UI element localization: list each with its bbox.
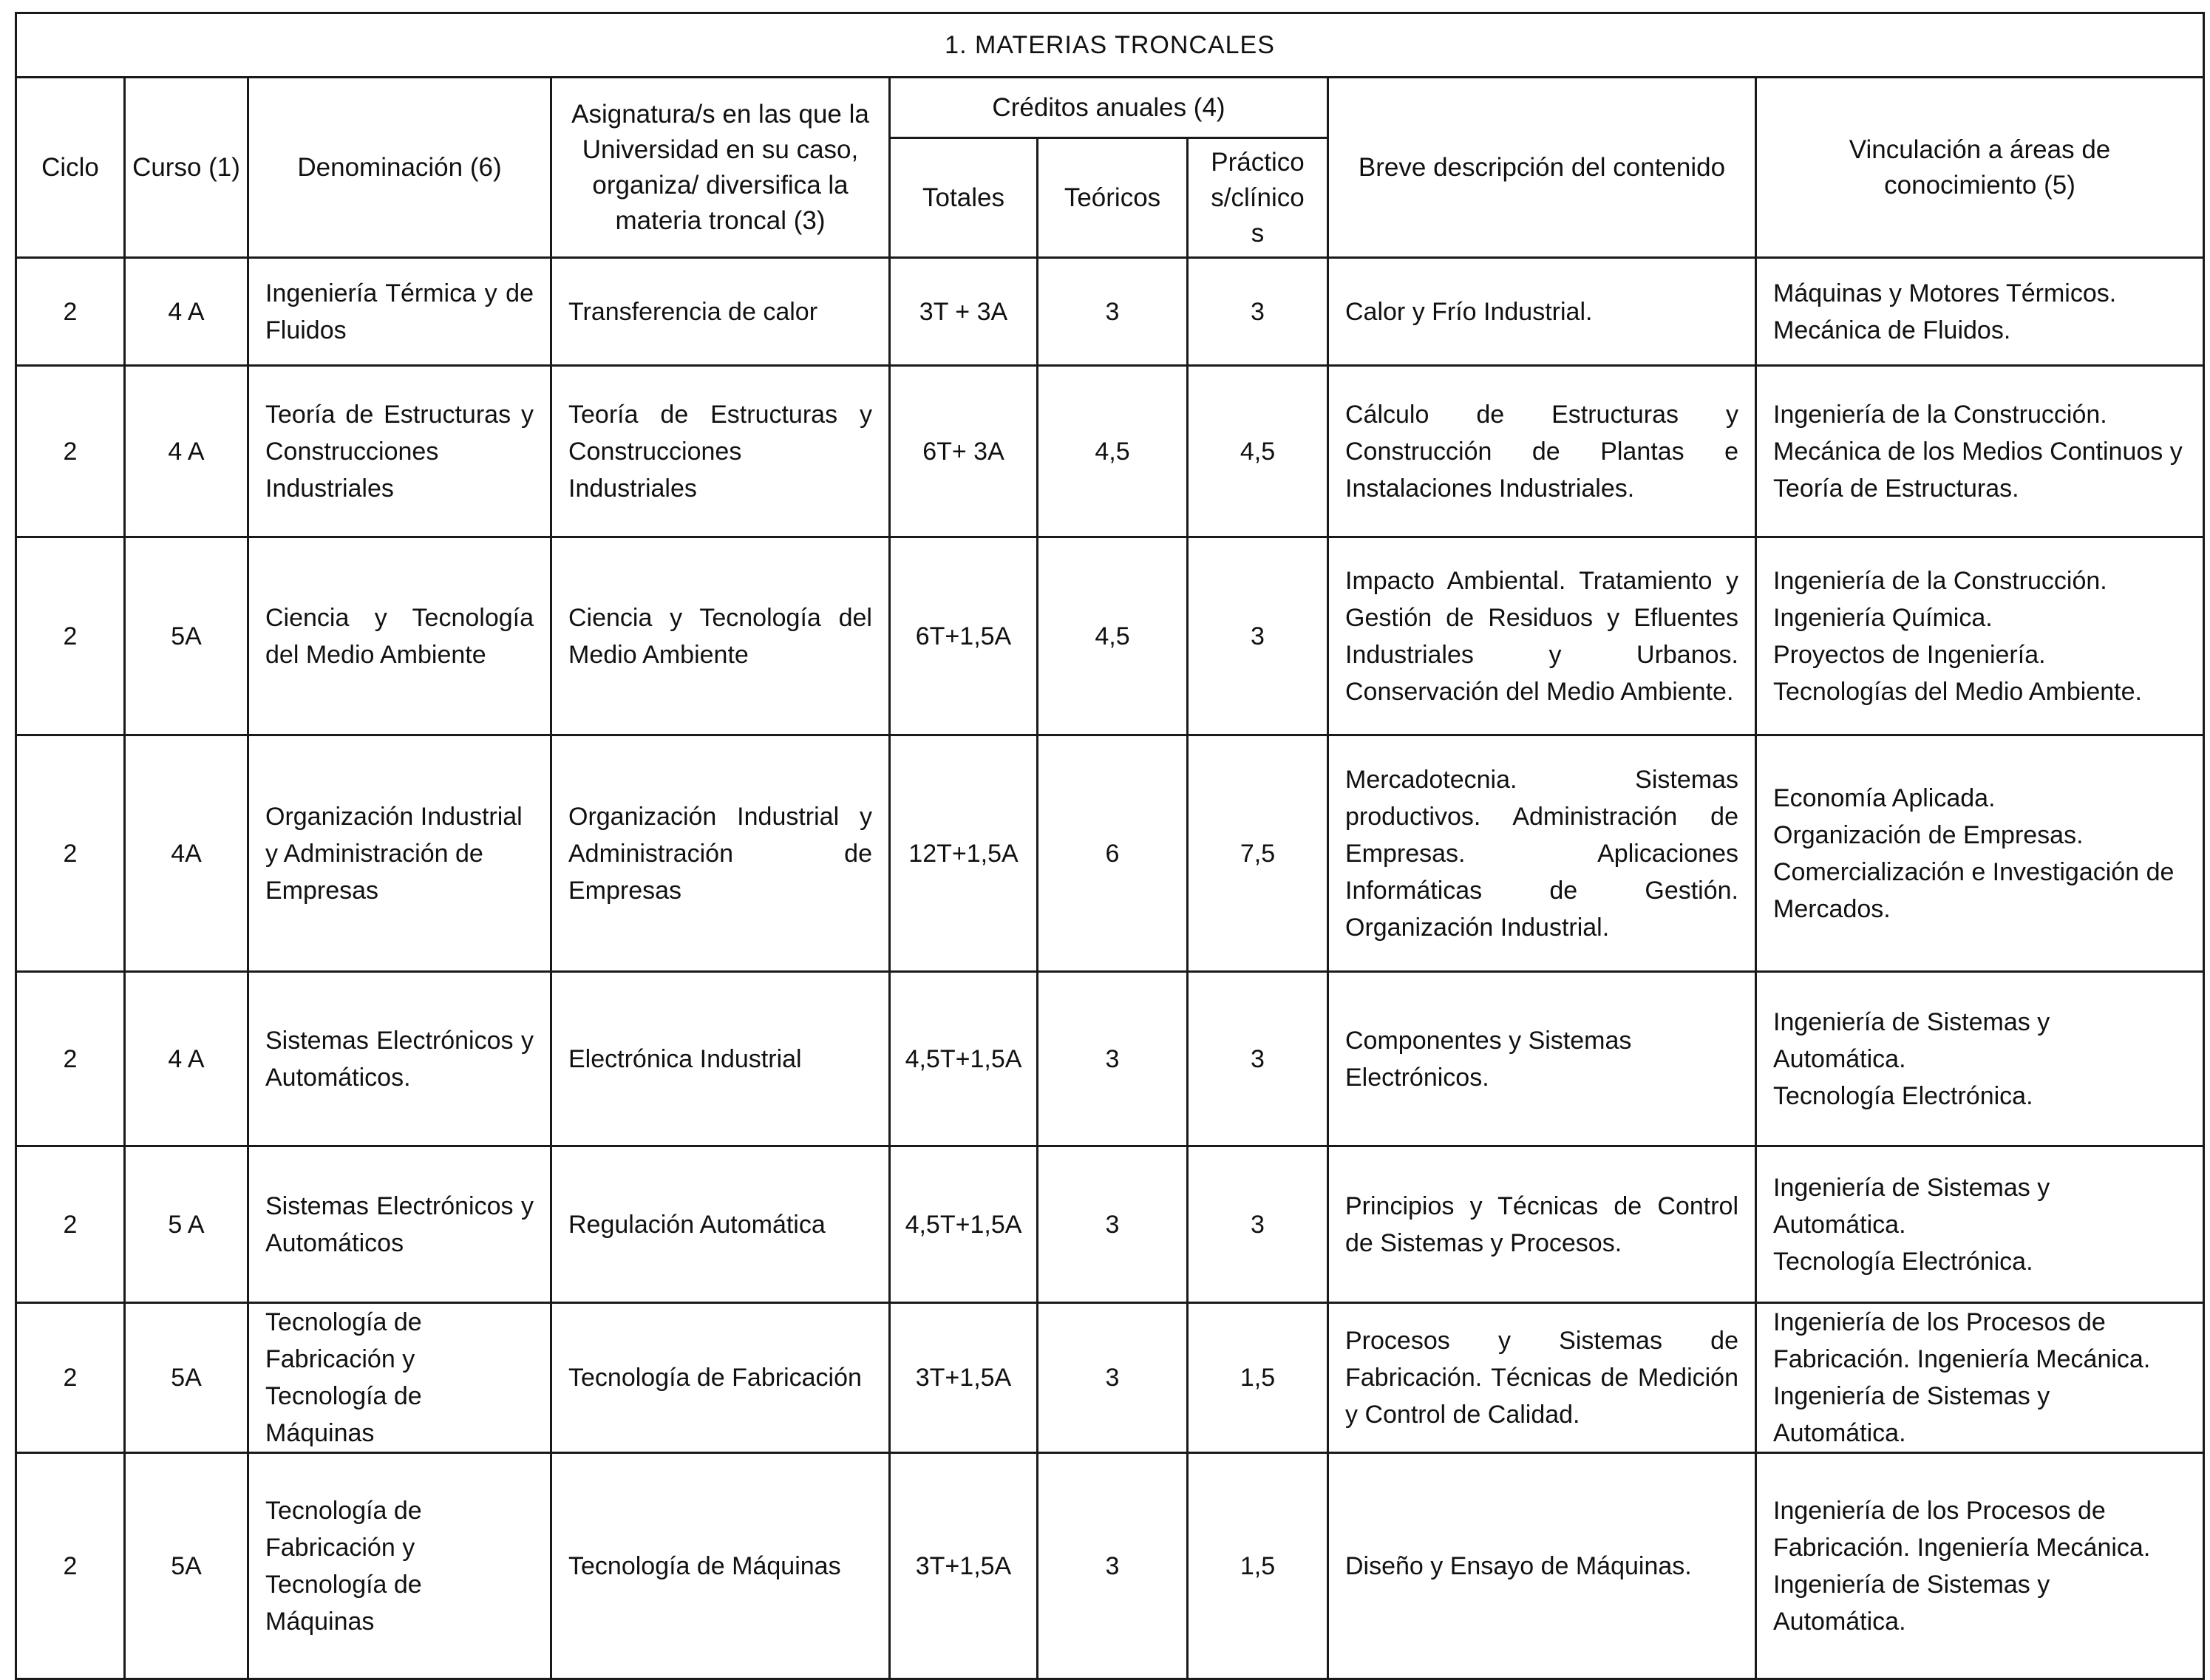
vinculacion-line: Comercialización e Investigación de Mercados. [1773, 857, 2175, 923]
cell-practicos: 3 [1188, 258, 1328, 366]
cell-vinculacion [1756, 972, 2204, 1146]
cell-ciclo: 2 [16, 258, 125, 366]
cell-asignatura: Tecnología de Fabricación [551, 1303, 890, 1453]
cell-curso: 4 A [125, 366, 248, 537]
header-descripcion: Breve descripción del contenido [1328, 78, 1756, 258]
cell-vinculacion [1756, 735, 2204, 972]
cell-teoricos: 3 [1038, 1453, 1188, 1679]
cell-asignatura: Organización Industrial y Administración de Empresas [551, 735, 890, 972]
cell-asignatura: Tecnología de Máquinas [551, 1453, 890, 1679]
cell-denominacion: Tecnología de Fabricación y Tecnología de Máquinas [248, 1453, 551, 1679]
cell-teoricos: 4,5 [1038, 537, 1188, 735]
cell-totales: 12T+1,5A [890, 735, 1038, 972]
vinculacion-line: Máquinas y Motores Térmicos. [1773, 279, 2117, 307]
cell-totales: 3T + 3A [890, 258, 1038, 366]
table-row [16, 1303, 2204, 1453]
cell-vinculacion [1756, 1146, 2204, 1303]
cell-vinculacion [1756, 537, 2204, 735]
table-row [16, 537, 2204, 735]
cell-ciclo: 2 [16, 972, 125, 1146]
cell-vinculacion [1756, 1453, 2204, 1679]
cell-teoricos: 3 [1038, 258, 1188, 366]
cell-totales: 4,5T+1,5A [890, 972, 1038, 1146]
cell-ciclo: 2 [16, 735, 125, 972]
vinculacion-line: Tecnología Electrónica. [1773, 1247, 2033, 1276]
troncales-sheet [15, 12, 2203, 1680]
cell-asignatura: Teoría de Estructuras y Construcciones Industriales [551, 366, 890, 537]
cell-teoricos: 3 [1038, 972, 1188, 1146]
cell-practicos: 7,5 [1188, 735, 1328, 972]
cell-curso: 4A [125, 735, 248, 972]
cell-vinculacion [1756, 366, 2204, 537]
cell-descripcion: Mercadotecnia. Sistemas productivos. Administración de Empresas. Aplicaciones Informáticas de Gestión. Organización Industrial. [1328, 735, 1756, 972]
cell-ciclo: 2 [16, 1453, 125, 1679]
header-asignatura: Asignatura/s en las que la Universidad en su caso, organiza/ diversifica la materia troncal (3) [551, 78, 890, 258]
cell-denominacion: Ciencia y Tecnología del Medio Ambiente [248, 537, 551, 735]
cell-teoricos: 3 [1038, 1146, 1188, 1303]
cell-asignatura: Ciencia y Tecnología del Medio Ambiente [551, 537, 890, 735]
materias-troncales-table [15, 12, 2205, 1680]
header-ciclo: Ciclo [16, 78, 125, 258]
table-row [16, 366, 2204, 537]
vinculacion-line: Ingeniería de Sistemas y Automática. [1773, 1173, 2050, 1239]
cell-teoricos: 4,5 [1038, 366, 1188, 537]
cell-ciclo: 2 [16, 366, 125, 537]
cell-totales: 6T+1,5A [890, 537, 1038, 735]
header-creditos: Créditos anuales (4) [890, 78, 1328, 138]
cell-ciclo: 2 [16, 1146, 125, 1303]
table-row [16, 258, 2204, 366]
cell-descripcion: Cálculo de Estructuras y Construcción de Plantas e Instalaciones Industriales. [1328, 366, 1756, 537]
header-denominacion: Denominación (6) [248, 78, 551, 258]
cell-descripcion: Diseño y Ensayo de Máquinas. [1328, 1453, 1756, 1679]
header-totales: Totales [890, 138, 1038, 258]
vinculacion-line: Tecnologías del Medio Ambiente. [1773, 677, 2142, 706]
cell-curso: 5 A [125, 1146, 248, 1303]
cell-descripcion: Principios y Técnicas de Control de Sistemas y Procesos. [1328, 1146, 1756, 1303]
cell-curso: 5A [125, 537, 248, 735]
cell-curso: 4 A [125, 972, 248, 1146]
cell-descripcion: Procesos y Sistemas de Fabricación. Técnicas de Medición y Control de Calidad. [1328, 1303, 1756, 1453]
cell-practicos: 1,5 [1188, 1453, 1328, 1679]
cell-curso: 4 A [125, 258, 248, 366]
cell-teoricos: 6 [1038, 735, 1188, 972]
cell-asignatura: Regulación Automática [551, 1146, 890, 1303]
cell-ciclo: 2 [16, 537, 125, 735]
cell-denominacion: Teoría de Estructuras y Construcciones Industriales [248, 366, 551, 537]
table-row [16, 1146, 2204, 1303]
cell-practicos: 3 [1188, 972, 1328, 1146]
cell-denominacion: Tecnología de Fabricación y Tecnología de Máquinas [248, 1303, 551, 1453]
cell-ciclo: 2 [16, 1303, 125, 1453]
vinculacion-line: Ingeniería Química. [1773, 603, 1993, 632]
vinculacion-line: Mecánica de los Medios Continuos y Teoría de Estructuras. [1773, 437, 2183, 503]
table-row [16, 735, 2204, 972]
vinculacion-line: Ingeniería de Sistemas y Automática. [1773, 1007, 2050, 1073]
cell-denominacion: Sistemas Electrónicos y Automáticos [248, 1146, 551, 1303]
header-teoricos: Teóricos [1038, 138, 1188, 258]
header-curso: Curso (1) [125, 78, 248, 258]
vinculacion-line: Ingeniería de Sistemas y Automática. [1773, 1570, 2050, 1636]
cell-totales: 6T+ 3A [890, 366, 1038, 537]
header-practicos: Práctico s/clínico s [1188, 138, 1328, 258]
vinculacion-line: Tecnología Electrónica. [1773, 1081, 2033, 1110]
cell-totales: 4,5T+1,5A [890, 1146, 1038, 1303]
cell-totales: 3T+1,5A [890, 1453, 1038, 1679]
vinculacion-line: Ingeniería de la Construcción. [1773, 566, 2107, 595]
vinculacion-line: Ingeniería de la Construcción. [1773, 400, 2107, 429]
cell-asignatura: Transferencia de calor [551, 258, 890, 366]
cell-denominacion: Ingeniería Térmica y de Fluidos [248, 258, 551, 366]
table-row [16, 972, 2204, 1146]
cell-practicos: 3 [1188, 1146, 1328, 1303]
cell-practicos: 4,5 [1188, 366, 1328, 537]
cell-denominacion: Sistemas Electrónicos y Automáticos. [248, 972, 551, 1146]
cell-denominacion: Organización Industrial y Administración de Empresas [248, 735, 551, 972]
vinculacion-line: Economía Aplicada. [1773, 783, 1996, 812]
vinculacion-line: Organización de Empresas. [1773, 820, 2084, 849]
header-vinculacion: Vinculación a áreas de conocimiento (5) [1756, 78, 2204, 258]
cell-descripcion: Calor y Frío Industrial. [1328, 258, 1756, 366]
vinculacion-line: Proyectos de Ingeniería. [1773, 640, 2046, 669]
cell-practicos: 1,5 [1188, 1303, 1328, 1453]
cell-asignatura: Electrónica Industrial [551, 972, 890, 1146]
vinculacion-line: Ingeniería de los Procesos de Fabricación. Ingeniería Mecánica. [1773, 1308, 2151, 1373]
cell-totales: 3T+1,5A [890, 1303, 1038, 1453]
vinculacion-line: Ingeniería de los Procesos de Fabricación. Ingeniería Mecánica. [1773, 1496, 2151, 1562]
cell-practicos: 3 [1188, 537, 1328, 735]
cell-curso: 5A [125, 1303, 248, 1453]
cell-curso: 5A [125, 1453, 248, 1679]
table-row [16, 1453, 2204, 1679]
vinculacion-line: Ingeniería de Sistemas y Automática. [1773, 1382, 2050, 1447]
cell-vinculacion [1756, 258, 2204, 366]
table-title: 1. MATERIAS TRONCALES [16, 13, 2204, 78]
cell-descripcion: Impacto Ambiental. Tratamiento y Gestión de Residuos y Efluentes Industriales y Urbanos. Conservación del Medio Ambiente. [1328, 537, 1756, 735]
cell-descripcion: Componentes y Sistemas Electrónicos. [1328, 972, 1756, 1146]
cell-teoricos: 3 [1038, 1303, 1188, 1453]
cell-vinculacion [1756, 1303, 2204, 1453]
vinculacion-line: Mecánica de Fluidos. [1773, 316, 2011, 344]
